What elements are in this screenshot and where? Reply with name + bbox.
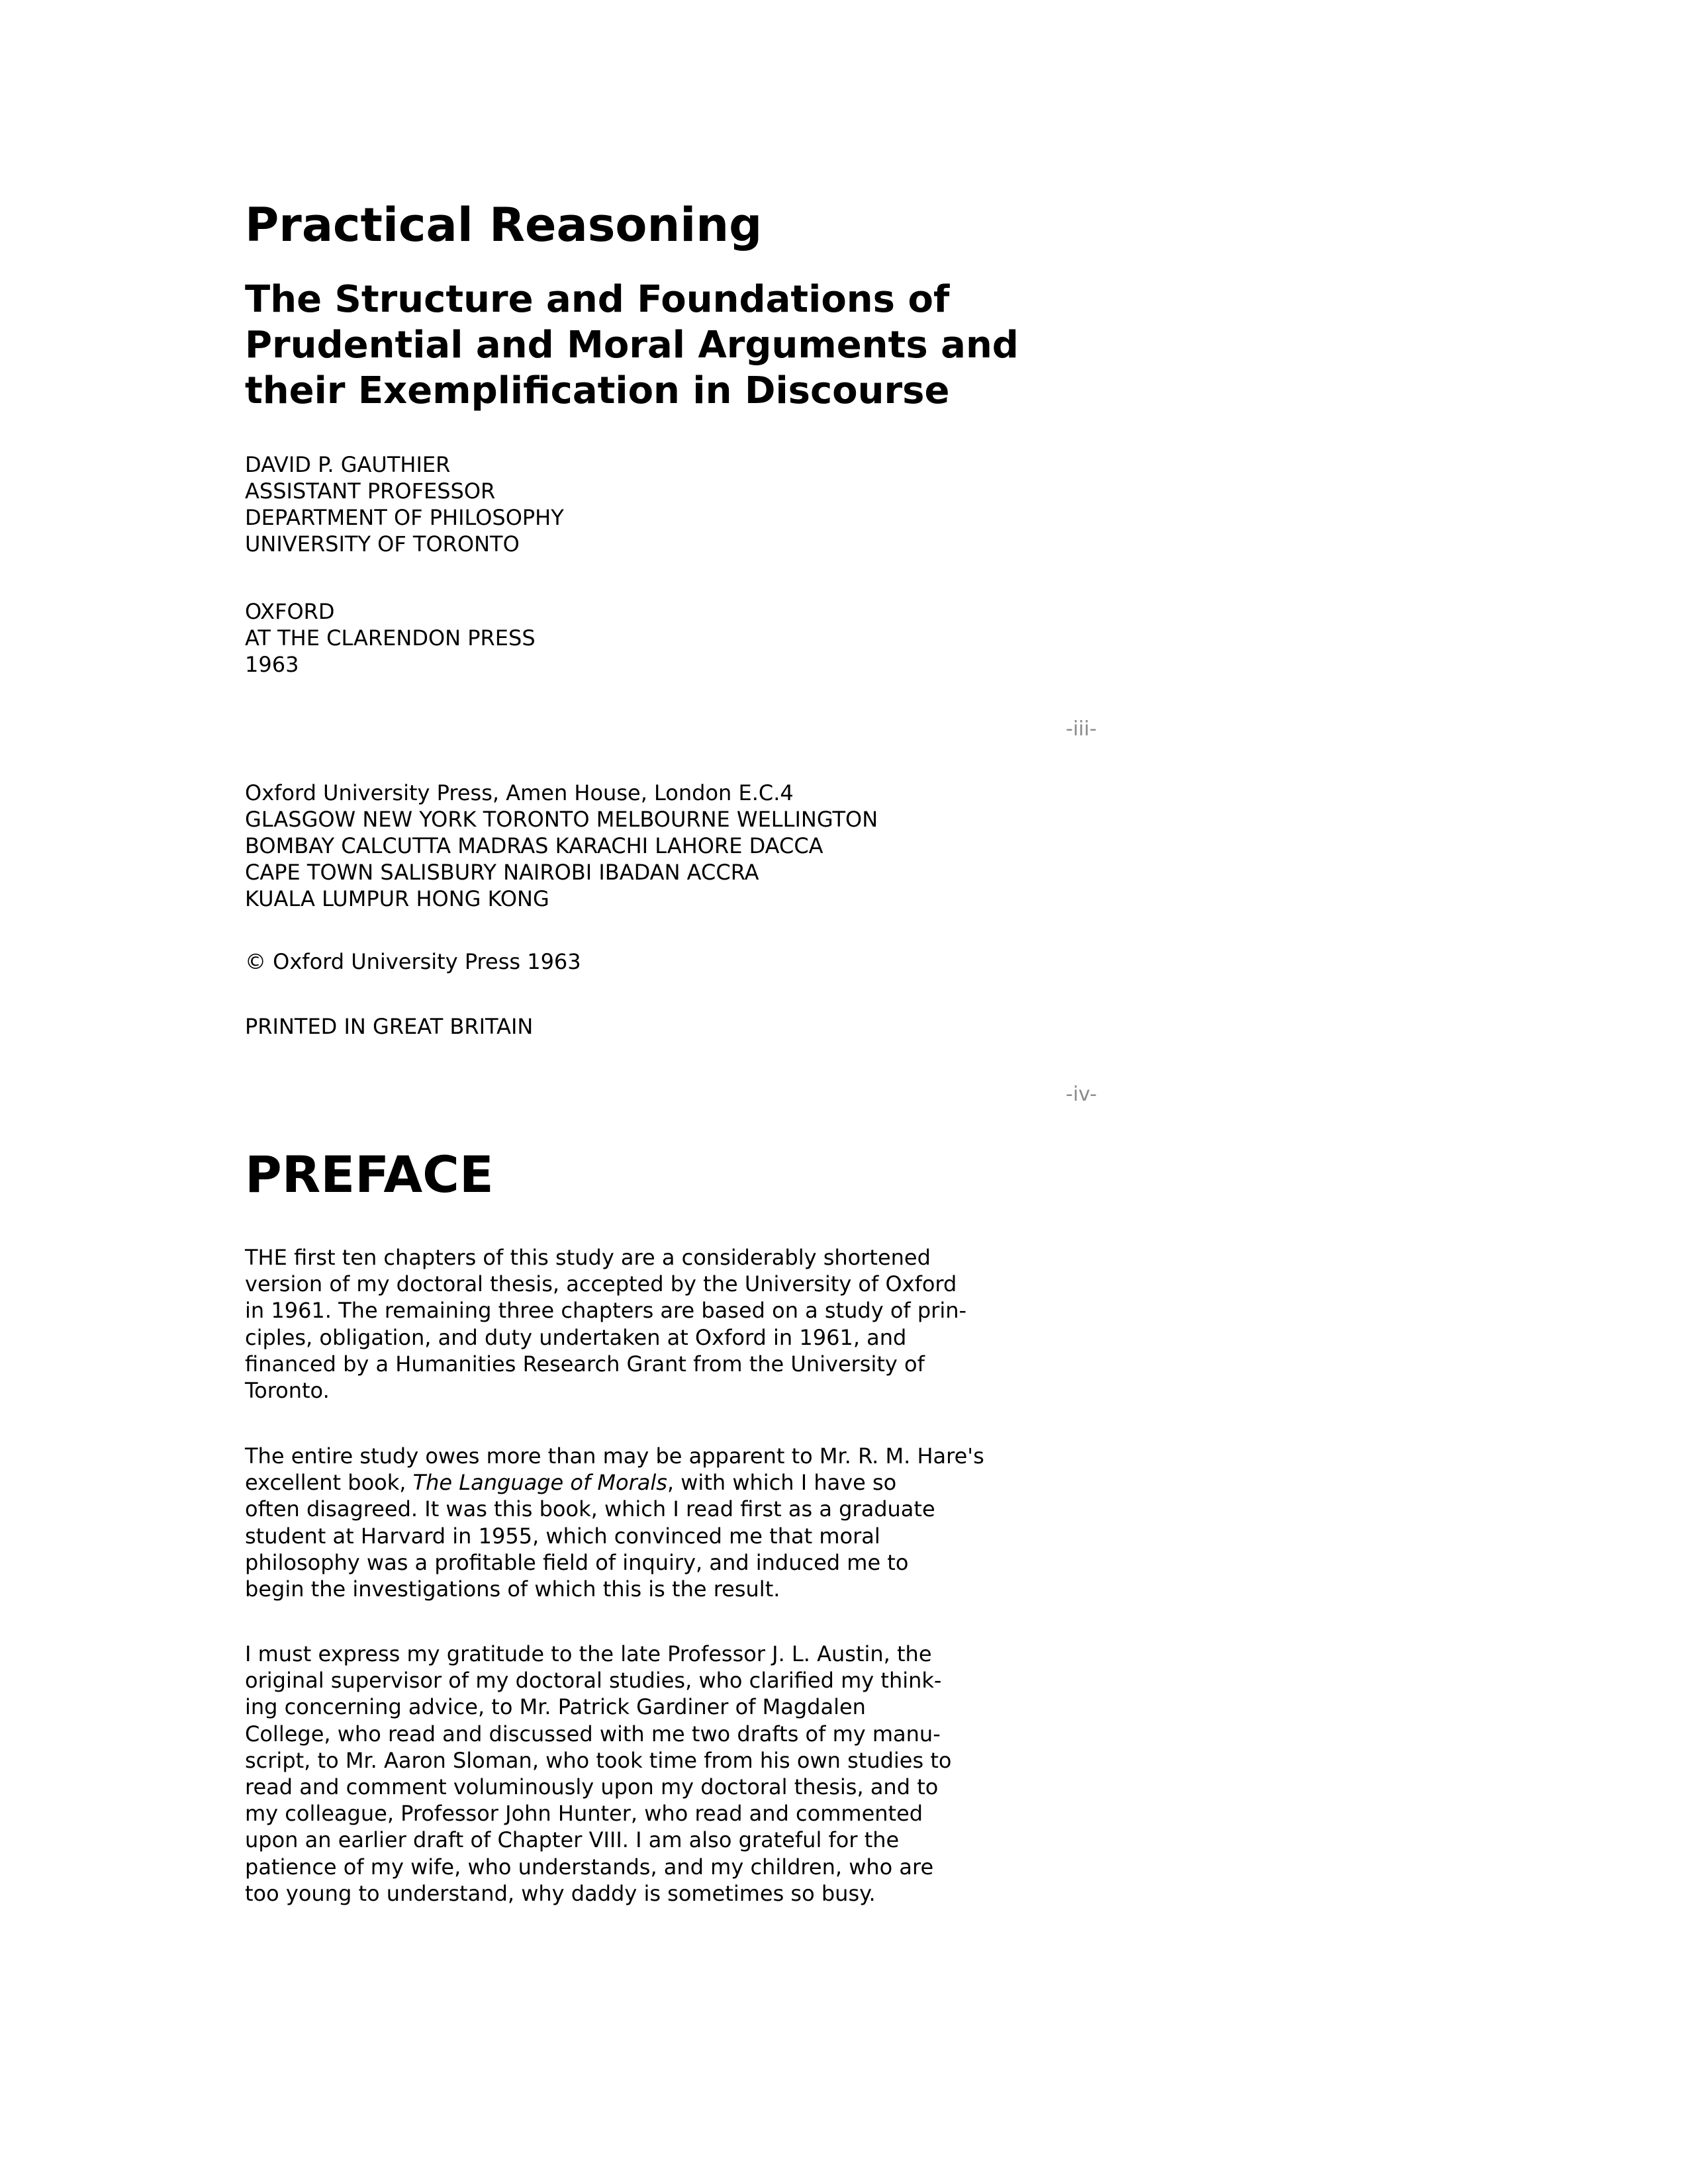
page-number-iii: -iii-	[1066, 717, 1097, 741]
imprint-city: OXFORD	[245, 599, 335, 624]
subtitle-line: Prudential and Moral Arguments and	[245, 324, 1019, 367]
book-subtitle	[245, 277, 1019, 414]
publisher-cities-line: KUALA LUMPUR HONG KONG	[245, 886, 549, 911]
paragraph-line	[245, 1469, 984, 1496]
author-name: DAVID P. GAUTHIER	[245, 452, 451, 477]
publisher-cities-line: GLASGOW NEW YORK TORONTO MELBOURNE WELLINGTON	[245, 807, 878, 832]
paragraph-line: ing concerning advice, to Mr. Patrick Gardiner of Magdalen	[245, 1694, 866, 1720]
imprint-year: 1963	[245, 652, 299, 677]
paragraph-line: read and comment voluminously upon my doctoral thesis, and to	[245, 1774, 939, 1800]
book-title-reference: The Language of Morals	[412, 1470, 667, 1496]
printed-notice: PRINTED IN GREAT BRITAIN	[245, 1014, 534, 1039]
publisher-cities-line: BOMBAY CALCUTTA MADRAS KARACHI LAHORE DACCA	[245, 833, 823, 858]
author-department: DEPARTMENT OF PHILOSOPHY	[245, 505, 564, 530]
paragraph-line: philosophy was a profitable field of inquiry, and induced me to	[245, 1549, 909, 1575]
paragraph-line: I must express my gratitude to the late Professor J. L. Austin, the	[245, 1641, 932, 1666]
text-run: excellent book,	[245, 1470, 413, 1496]
author-position: ASSISTANT PROFESSOR	[245, 478, 496, 504]
paragraph-line: script, to Mr. Aaron Sloman, who took time from his own studies to	[245, 1747, 952, 1773]
paragraph-line: College, who read and discussed with me two drafts of my manu-	[245, 1721, 941, 1747]
copyright-notice: © Oxford University Press 1963	[245, 949, 581, 974]
imprint-block	[245, 598, 536, 678]
text-run: , with which I have so	[667, 1470, 897, 1496]
paragraph-line: The entire study owes more than may be apparent to Mr. R. M. Hare's	[245, 1443, 984, 1469]
preface-paragraph-2	[245, 1443, 984, 1602]
subtitle-line: their Exemplification in Discourse	[245, 369, 950, 412]
preface-paragraph-1	[245, 1244, 966, 1404]
author-block	[245, 451, 564, 557]
paragraph-line: student at Harvard in 1955, which convinced me that moral	[245, 1523, 880, 1549]
paragraph-line: begin the investigations of which this is the result.	[245, 1576, 780, 1602]
paragraph-line: ciples, obligation, and duty undertaken at Oxford in 1961, and	[245, 1324, 907, 1350]
subtitle-line: The Structure and Foundations of	[245, 278, 950, 321]
paragraph-line: version of my doctoral thesis, accepted by the University of Oxford	[245, 1271, 957, 1297]
author-university: UNIVERSITY OF TORONTO	[245, 531, 520, 557]
preface-paragraph-3	[245, 1641, 951, 1907]
paragraph-line: financed by a Humanities Research Grant from the University of	[245, 1351, 925, 1377]
publisher-block	[245, 780, 878, 912]
imprint-press: AT THE CLARENDON PRESS	[245, 625, 536, 651]
paragraph-line: my colleague, Professor John Hunter, who read and commented	[245, 1801, 923, 1827]
paragraph-line: patience of my wife, who understands, and my children, who are	[245, 1854, 934, 1880]
publisher-address: Oxford University Press, Amen House, London E.C.4	[245, 780, 794, 805]
paragraph-line: Toronto.	[245, 1378, 330, 1404]
book-title: Practical Reasoning	[245, 198, 763, 252]
publisher-cities-line: CAPE TOWN SALISBURY NAIROBI IBADAN ACCRA	[245, 860, 759, 885]
preface-heading: PREFACE	[245, 1145, 494, 1204]
paragraph-line: often disagreed. It was this book, which I read first as a graduate	[245, 1496, 935, 1522]
paragraph-line: upon an earlier draft of Chapter VIII. I am also grateful for the	[245, 1827, 900, 1853]
paragraph-line: too young to understand, why daddy is sometimes so busy.	[245, 1880, 876, 1906]
paragraph-line: original supervisor of my doctoral studies, who clarified my think-	[245, 1668, 942, 1694]
page-number-iv: -iv-	[1066, 1083, 1097, 1106]
paragraph-line: in 1961. The remaining three chapters are based on a study of prin-	[245, 1298, 967, 1324]
paragraph-line: THE first ten chapters of this study are a considerably shortened	[245, 1245, 931, 1270]
